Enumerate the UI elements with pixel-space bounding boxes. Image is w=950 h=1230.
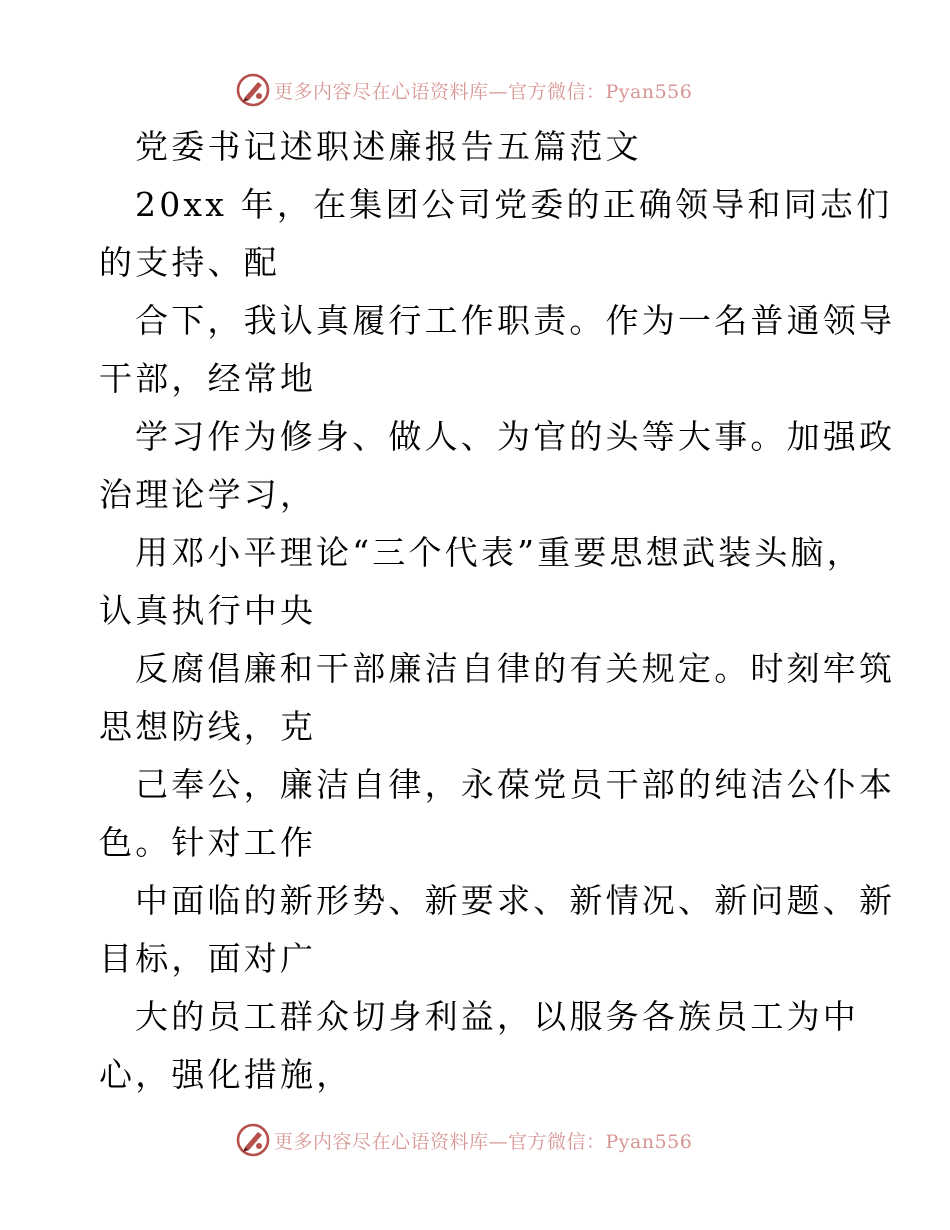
paragraph-line: 干部，经常地	[99, 359, 317, 398]
document-body	[99, 118, 896, 1104]
paragraph-line: 思想防线，克	[99, 707, 317, 746]
paragraph-line: 合下，我认真履行工作职责。作为一名普通领导	[135, 301, 896, 340]
paragraph-line: 用邓小平理论“三个代表”重要思想武装头脑，	[135, 533, 863, 572]
pen-logo-icon	[236, 1123, 270, 1157]
paragraph-line: 色。针对工作	[99, 823, 317, 862]
paragraph-line: 治理论学习，	[99, 475, 317, 514]
paragraph-line: 己奉公，廉洁自律，永葆党员干部的纯洁公仆本	[135, 765, 896, 804]
footer-banner	[236, 1122, 692, 1158]
header-banner	[236, 72, 692, 108]
paragraph-line: 学习作为修身、做人、为官的头等大事。加强政	[135, 417, 896, 456]
paragraph-line: 中面临的新形势、新要求、新情况、新问题、新	[135, 881, 896, 920]
pen-logo-icon	[236, 73, 270, 107]
paragraph-line: 心，强化措施，	[99, 1055, 353, 1094]
footer-banner-text: 更多内容尽在心语资料库—官方微信：Pyan556	[274, 1130, 693, 1153]
paragraph-line: 目标，面对广	[99, 939, 317, 978]
paragraph-line: 20xx 年，在集团公司党委的正确领导和同志们	[135, 185, 893, 224]
document-title: 党委书记述职述廉报告五篇范文	[135, 127, 642, 166]
paragraph-line: 认真执行中央	[99, 591, 317, 630]
paragraph-line: 的支持、配	[99, 243, 280, 282]
paragraph-line: 反腐倡廉和干部廉洁自律的有关规定。时刻牢筑	[135, 649, 896, 688]
header-banner-text: 更多内容尽在心语资料库—官方微信：Pyan556	[274, 80, 693, 103]
paragraph-line: 大的员工群众切身利益，以服务各族员工为中	[135, 997, 859, 1036]
